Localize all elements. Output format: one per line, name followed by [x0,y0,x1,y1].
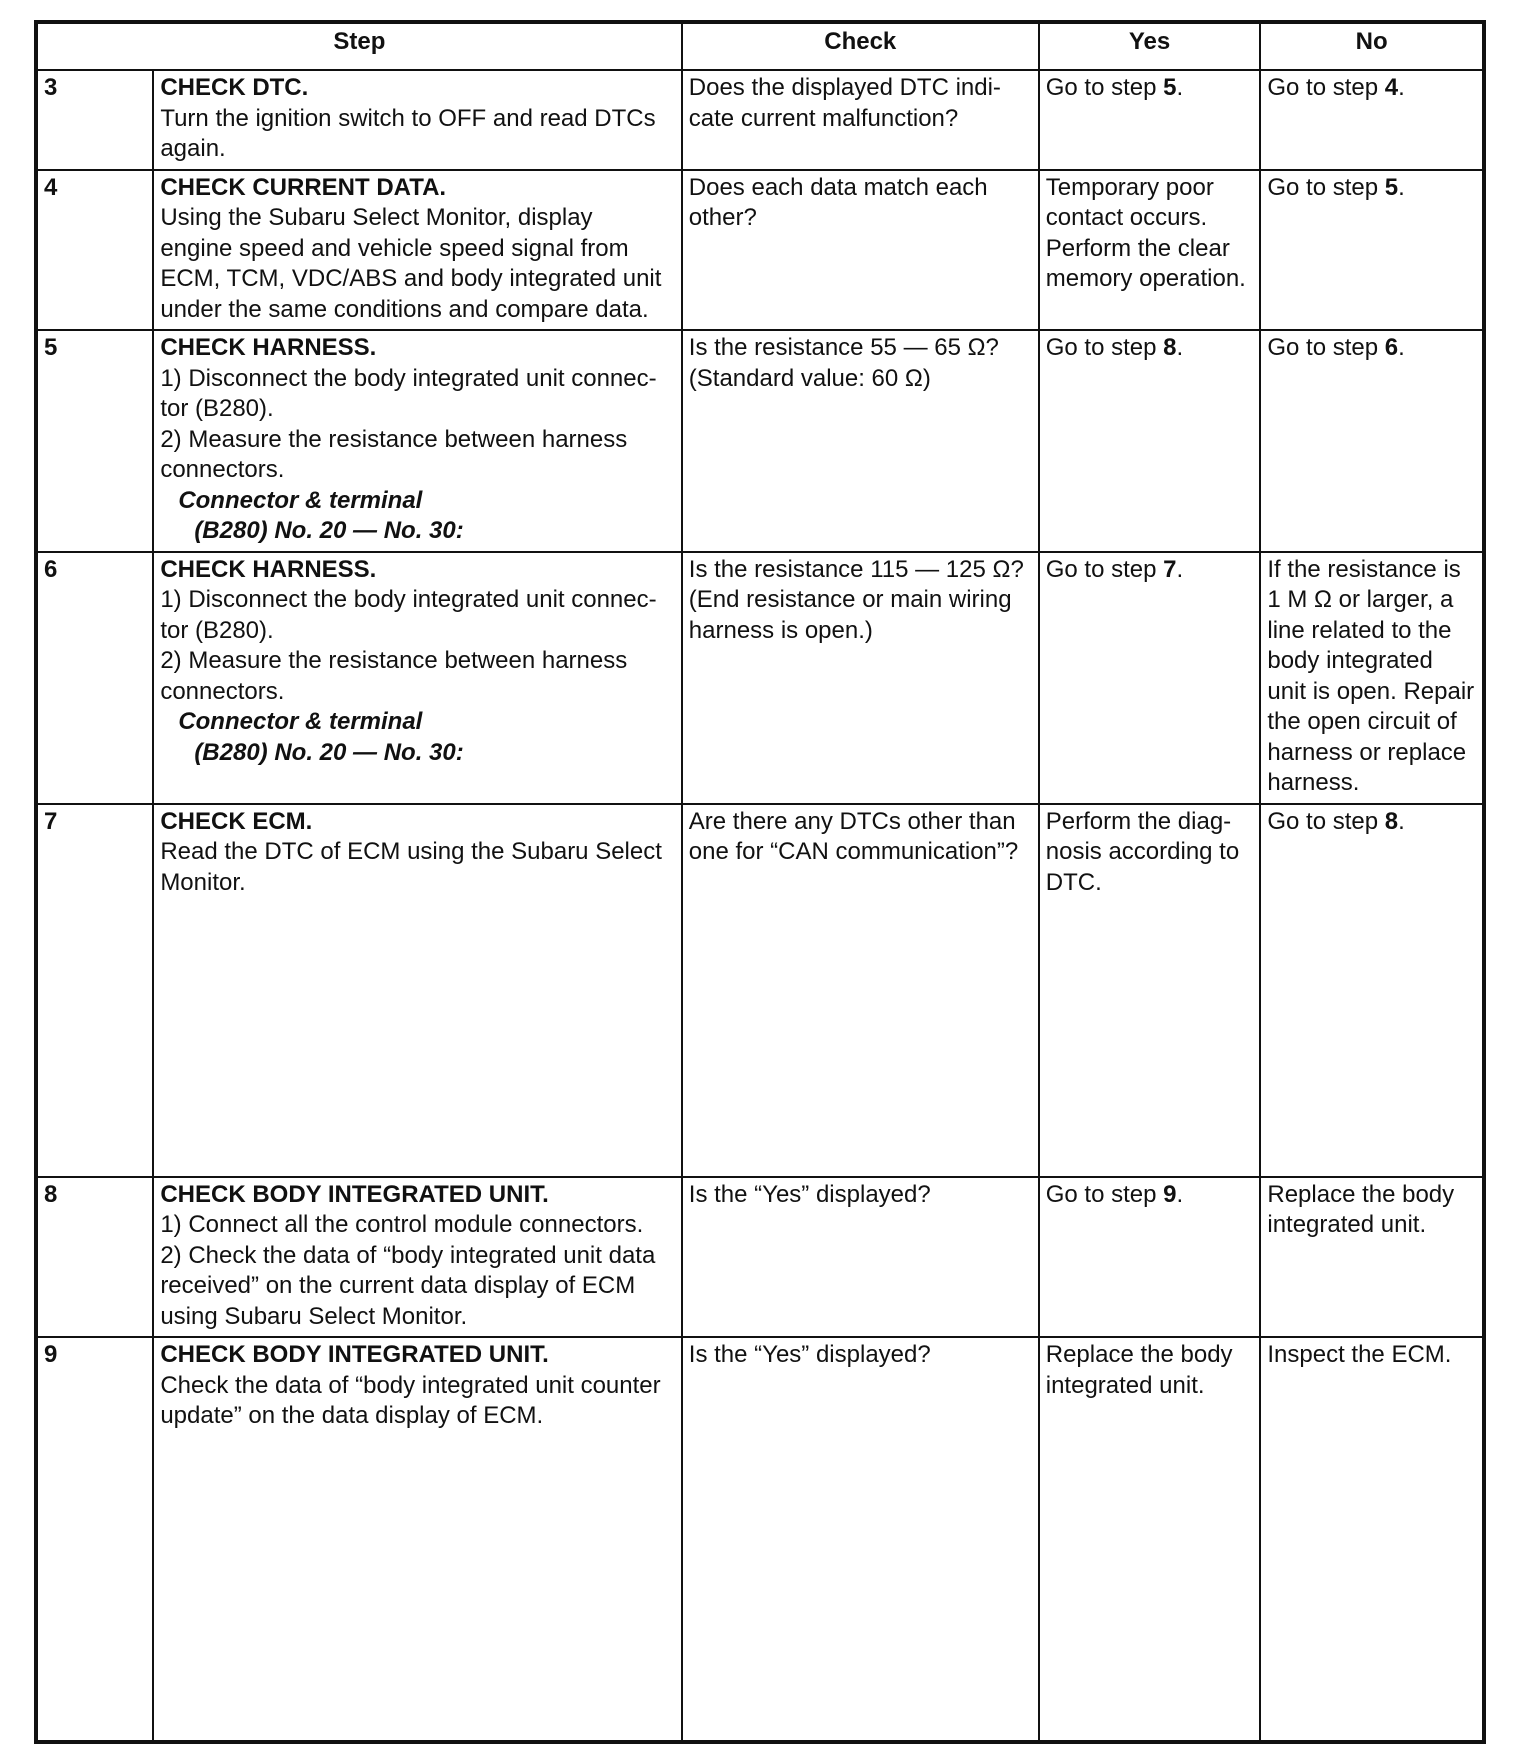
no-cell [1260,170,1484,331]
check-cell [682,552,1039,804]
step-text-line: tor (B280). [160,616,274,644]
step-text-line: Read the DTC of ECM using the Subaru Select [160,838,662,865]
table-row [36,552,1484,804]
yes-text-line: DTC. [1045,868,1102,896]
step-number: 4 [36,170,153,331]
check-text-line: (End resistance or main wiring [688,586,1012,613]
check-text-line: Does the displayed DTC indi- [688,74,1001,101]
no-cell [1260,1337,1484,1742]
check-text-line: harness is open.) [688,616,873,644]
header-step: Step [36,22,682,70]
no-goto [1267,73,1476,104]
yes-cell [1039,1337,1261,1742]
yes-cell [1039,552,1261,804]
no-cell [1260,70,1484,170]
step-number: 8 [36,1177,153,1338]
check-cell [682,170,1039,331]
check-text-line: (Standard value: 60 Ω) [688,364,931,392]
step-text-line: again. [160,135,226,162]
step-description [153,330,681,552]
step-text-line: under the same conditions and compare data. [160,295,649,323]
connector-label: Connector & terminal [178,708,423,735]
no-goto-suffix: . [1398,334,1405,361]
no-goto-step-number: 5 [1384,173,1399,201]
connector-terminal-value: (B280) No. 20 — No. 30: [194,738,464,766]
no-goto [1267,173,1476,204]
no-text-line: unit is open. Repair [1267,677,1475,705]
yes-text-line: Temporary poor [1045,173,1214,201]
step-number: 3 [36,70,153,170]
step-text-line: 1) Connect all the control module connectors. [160,1211,644,1238]
step-text-line: 2) Measure the resistance between harness [160,425,628,453]
yes-goto-step-number: 9 [1163,1180,1177,1208]
step-text-line: 1) Disconnect the body integrated unit connec- [160,586,657,613]
table-row [36,330,1484,552]
yes-goto-prefix: Go to step [1045,334,1164,361]
check-text-line: Is the resistance 115 — 125 Ω? [688,555,1024,583]
no-text-line: integrated unit. [1267,1211,1427,1238]
no-goto-prefix: Go to step [1267,807,1385,835]
no-text-line: line related to the [1267,616,1452,644]
table-body [36,70,1484,1742]
no-text-line: harness or replace [1267,738,1467,766]
no-text-line: If the resistance is [1267,555,1461,583]
step-title: CHECK BODY INTEGRATED UNIT. [160,1341,549,1368]
check-text-line: Does each data match each [688,173,988,201]
no-goto-suffix: . [1398,74,1405,101]
diagnostic-procedure-table [34,20,1486,1744]
yes-goto-step-number: 7 [1163,555,1177,583]
step-text-line: update” on the data display of ECM. [160,1402,544,1429]
check-cell [682,70,1039,170]
yes-goto [1046,1180,1254,1211]
header-no: No [1260,22,1484,70]
no-goto [1267,807,1476,838]
step-description [153,1177,681,1338]
yes-cell [1039,70,1261,170]
step-title: CHECK ECM. [160,807,313,835]
yes-goto [1046,73,1254,104]
yes-text-line: Perform the diag- [1045,807,1232,835]
step-number: 9 [36,1337,153,1742]
no-cell [1260,1177,1484,1338]
table-row [36,1337,1484,1742]
check-text-line: one for “CAN communication”? [688,838,1019,865]
yes-goto-suffix: . [1176,74,1184,101]
yes-goto-suffix: . [1176,334,1184,361]
step-description [153,1337,681,1742]
no-goto-step-number: 6 [1384,334,1399,361]
step-text-line: ECM, TCM, VDC/ABS and body integrated unit [160,265,662,292]
yes-cell [1039,804,1261,1177]
step-text-line: 1) Disconnect the body integrated unit connec- [160,364,657,392]
yes-cell [1039,1177,1261,1338]
no-text-line: Inspect the ECM. [1267,1341,1452,1368]
yes-text-line: integrated unit. [1045,1371,1205,1399]
step-text-line: tor (B280). [160,395,274,422]
step-title: CHECK DTC. [160,74,309,101]
no-text-line: 1 M Ω or larger, a [1267,586,1454,613]
yes-cell [1039,330,1261,552]
step-description [153,170,681,331]
yes-goto-suffix: . [1176,1180,1184,1208]
step-text-line: connectors. [160,456,285,483]
step-text-line: engine speed and vehicle speed signal from [160,234,629,262]
yes-goto-prefix: Go to step [1045,74,1164,101]
step-text-line: 2) Check the data of “body integrated unit data [160,1241,656,1269]
step-title: CHECK CURRENT DATA. [160,173,447,201]
no-text-line: the open circuit of [1267,708,1457,735]
step-description [153,552,681,804]
step-text-line: Turn the ignition switch to OFF and read DTCs [160,104,656,132]
no-goto-suffix: . [1398,807,1405,835]
no-goto-prefix: Go to step [1267,334,1385,361]
step-description [153,804,681,1177]
no-cell [1260,804,1484,1177]
check-text-line: Is the “Yes” displayed? [688,1180,931,1208]
check-text-line: other? [688,204,757,231]
step-title: CHECK HARNESS. [160,334,377,361]
yes-goto-prefix: Go to step [1045,555,1164,583]
no-text-line: Replace the body [1267,1180,1455,1208]
step-text-line: using Subaru Select Monitor. [160,1302,468,1330]
check-text-line: Is the resistance 55 — 65 Ω? [688,334,999,361]
yes-cell [1039,170,1261,331]
yes-text-line: Replace the body [1045,1341,1233,1368]
table-row [36,70,1484,170]
no-goto-step-number: 8 [1384,807,1399,835]
yes-goto [1046,333,1254,364]
yes-goto [1046,555,1254,586]
check-cell [682,1337,1039,1742]
table-row [36,804,1484,1177]
connector-terminal-value: (B280) No. 20 — No. 30: [194,517,464,544]
check-cell [682,330,1039,552]
step-text-line: 2) Measure the resistance between harness [160,647,628,674]
yes-text-line: memory operation. [1045,265,1246,292]
connector-label: Connector & terminal [178,486,423,514]
yes-goto-suffix: . [1176,555,1184,583]
check-cell [682,804,1039,1177]
check-text-line: Is the “Yes” displayed? [688,1341,931,1368]
no-goto [1267,333,1476,364]
table-header-row [36,22,1484,70]
step-text-line: Using the Subaru Select Monitor, display [160,204,593,231]
no-text-line: harness. [1267,769,1360,796]
yes-text-line: contact occurs. [1045,204,1208,231]
step-description [153,70,681,170]
table-row [36,1177,1484,1338]
table-row [36,170,1484,331]
yes-goto-step-number: 8 [1163,334,1177,361]
header-yes: Yes [1039,22,1261,70]
step-number: 6 [36,552,153,804]
no-goto-prefix: Go to step [1267,173,1385,201]
check-cell [682,1177,1039,1338]
yes-goto-prefix: Go to step [1045,1180,1164,1208]
yes-text-line: Perform the clear [1045,234,1230,262]
no-goto-suffix: . [1398,173,1405,201]
header-check: Check [682,22,1039,70]
step-text-line: received” on the current data display of ECM [160,1272,636,1299]
step-text-line: Check the data of “body integrated unit counter [160,1371,661,1399]
step-number: 5 [36,330,153,552]
no-goto-prefix: Go to step [1267,74,1385,101]
yes-goto-step-number: 5 [1163,74,1177,101]
step-title: CHECK BODY INTEGRATED UNIT. [160,1180,549,1208]
no-goto-step-number: 4 [1384,74,1399,101]
no-text-line: body integrated [1267,647,1433,674]
step-title: CHECK HARNESS. [160,555,377,583]
step-text-line: Monitor. [160,868,246,896]
no-cell [1260,330,1484,552]
step-number: 7 [36,804,153,1177]
check-text-line: Are there any DTCs other than [688,807,1016,835]
check-text-line: cate current malfunction? [688,104,959,132]
no-cell [1260,552,1484,804]
step-text-line: connectors. [160,677,285,705]
yes-text-line: nosis according to [1045,838,1240,865]
